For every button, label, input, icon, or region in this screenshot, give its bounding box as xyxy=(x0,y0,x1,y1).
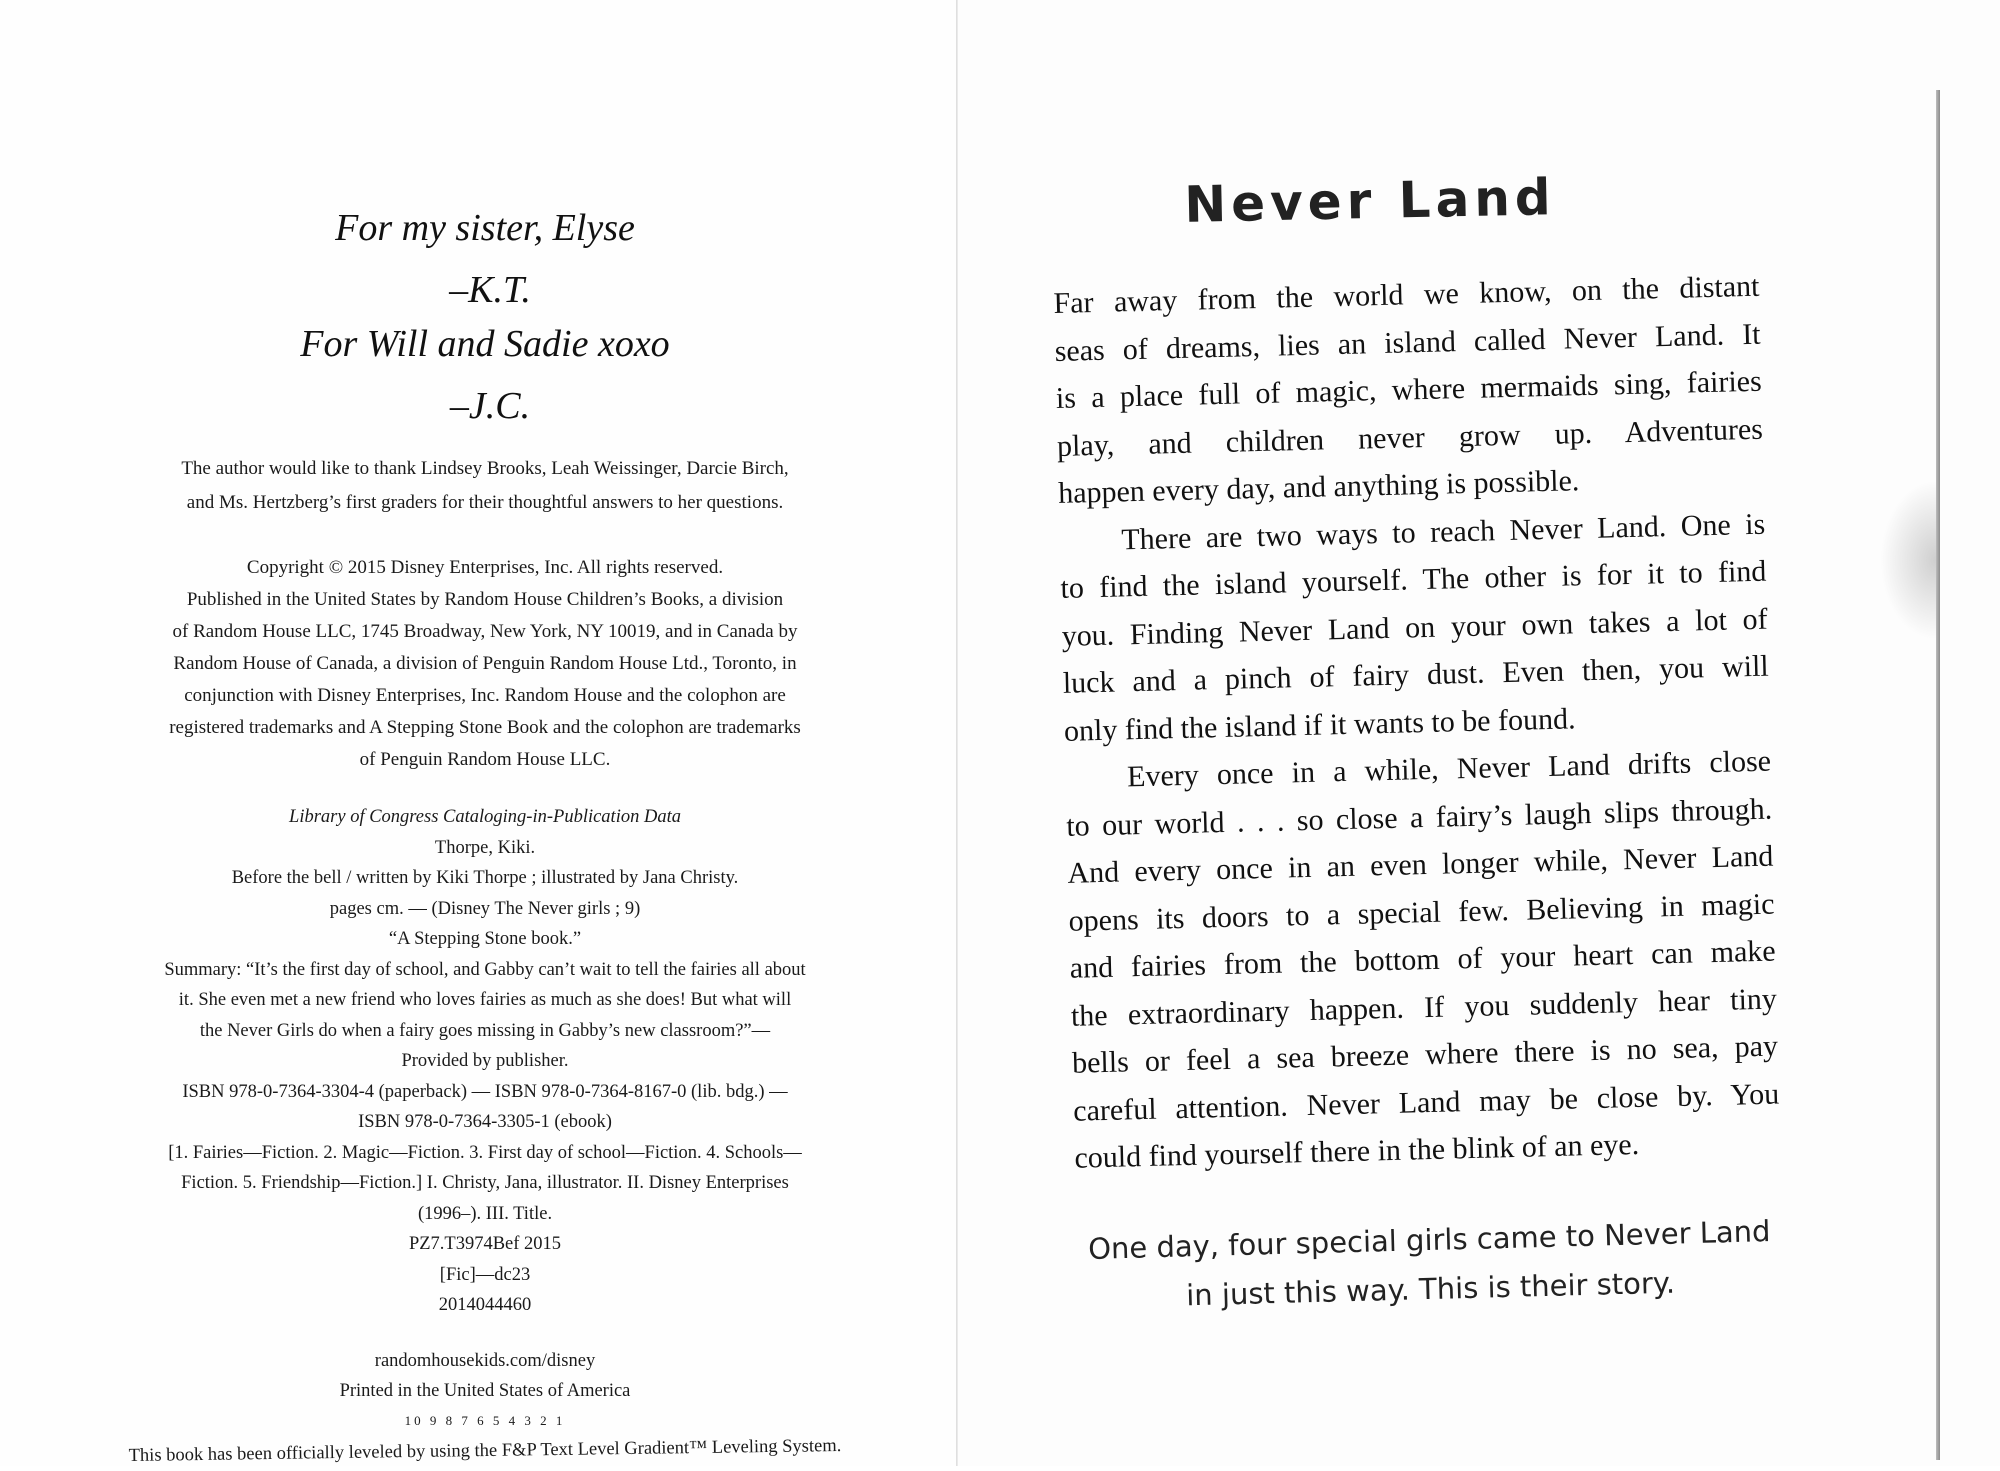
cataloging-line: 2014044460 xyxy=(438,1295,532,1315)
text-line: careful attention. Never Land may be close by. You xyxy=(1072,1077,1780,1128)
copyright-line: Published in the United States by Random House Children’s Books, a division xyxy=(186,589,784,610)
acknowledgment xyxy=(110,452,860,520)
text-line: is a place full of magic, where mermaids sing, fairies xyxy=(1055,364,1763,415)
cataloging-line: “A Stepping Stone book.” xyxy=(388,929,582,949)
text-line: Far away from the world we know, on the distant xyxy=(1053,269,1760,320)
leveling-note: This book has been officially leveled by using the F&P Text Level Gradient™ Leveling System. xyxy=(128,1436,842,1466)
page-edge xyxy=(1936,90,1940,1460)
text-line: could find yourself there in the blink of an eye. xyxy=(1074,1127,1640,1175)
cataloging-line: PZ7.T3974Bef 2015 xyxy=(408,1234,562,1254)
copyright-line: of Random House LLC, 1745 Broadway, New York, NY 10019, and in Canada by xyxy=(172,621,798,642)
cataloging-line: ISBN 978-0-7364-3305-1 (ebook) xyxy=(358,1112,612,1132)
page-shadow xyxy=(1880,480,1936,640)
copyright-line: Random House of Canada, a division of Penguin Random House Ltd., Toronto, in xyxy=(173,653,797,674)
dedication-1 xyxy=(200,206,770,250)
cataloging-line: pages cm. — (Disney The Never girls ; 9) xyxy=(329,898,641,919)
text-line: seas of dreams, lies an island called Never Land. It xyxy=(1054,317,1761,368)
paragraph xyxy=(1065,738,1781,1183)
dedication-text: For Will and Sadie xoxo xyxy=(300,323,670,365)
website-text: randomhousekids.com/disney xyxy=(374,1351,596,1371)
dedication-credit: –J.C. xyxy=(449,385,531,427)
acknowledgment-line: and Ms. Hertzberg’s first graders for their thoughtful answers to her questions. xyxy=(186,492,784,513)
text-line: only find the island if it wants to be found. xyxy=(1063,701,1576,748)
cataloging-title: Library of Congress Cataloging-in-Publication Data xyxy=(289,807,681,827)
dedication-2-credit xyxy=(380,384,600,428)
dedication-2 xyxy=(200,322,770,366)
text-line: And every once in an even longer while, Never Land xyxy=(1067,839,1774,890)
paragraph xyxy=(1053,263,1765,518)
text-line: you. Finding Never Land on your own takes a lot of xyxy=(1061,602,1768,653)
copyright-line: Copyright © 2015 Disney Enterprises, Inc. All rights reserved. xyxy=(246,557,724,578)
paragraph xyxy=(1059,500,1771,755)
copyright-line: of Penguin Random House LLC. xyxy=(359,749,611,770)
text-line: There are two ways to reach Never Land. One is xyxy=(1120,507,1766,556)
left-page xyxy=(0,0,958,1466)
text-line: to our world . . . so close a fairy’s laugh slips through. xyxy=(1065,792,1773,843)
cataloging-line: the Never Girls do when a fairy goes missing in Gabby’s new classroom?”— xyxy=(199,1020,771,1041)
cataloging-line: Summary: “It’s the first day of school, and Gabby can’t wait to tell the fairies all about xyxy=(164,959,806,980)
text-line: bells or feel a sea breeze where there is no sea, pay xyxy=(1071,1029,1779,1080)
cataloging-line: [1. Fairies—Fiction. 2. Magic—Fiction. 3. First day of school—Fiction. 4. Schools— xyxy=(168,1142,802,1163)
dedication-1-credit xyxy=(380,268,600,312)
story-intro-text xyxy=(1053,263,1781,1182)
chapter-title: Never Land xyxy=(1183,168,1557,234)
cataloging-line: it. She even met a new friend who loves fairies as much as she does! But what will xyxy=(178,990,792,1010)
closing-line: One day, four special girls came to Never Land xyxy=(1087,1214,1771,1266)
text-line: to find the island yourself. The other is for it to find xyxy=(1060,554,1767,605)
dedication-text: For my sister, Elyse xyxy=(335,207,635,249)
cataloging-line: (1996–). III. Title. xyxy=(417,1203,553,1224)
printing-number-line: 10 9 8 7 6 5 4 3 2 1 xyxy=(404,1413,566,1428)
text-line: play, and children never grow up. Adventures xyxy=(1056,412,1764,463)
text-line: luck and a pinch of fairy dust. Even then, you will xyxy=(1062,649,1770,700)
cataloging-line: Thorpe, Kiki. xyxy=(434,837,536,858)
text-line: happen every day, and anything is possible. xyxy=(1057,464,1580,510)
copyright-line: registered trademarks and A Stepping Stone Book and the colophon are trademarks xyxy=(169,717,801,738)
text-line: and fairies from the bottom of your heart can make xyxy=(1069,934,1777,985)
copyright-line: conjunction with Disney Enterprises, Inc. Random House and the colophon are xyxy=(184,685,786,706)
acknowledgment-line: The author would like to thank Lindsey Brooks, Leah Weissinger, Darcie Birch, xyxy=(181,458,789,479)
text-line: the extraordinary happen. If you suddenly hear tiny xyxy=(1070,982,1778,1033)
cataloging-data xyxy=(110,802,860,1321)
printed-in-text: Printed in the United States of America xyxy=(339,1381,631,1401)
closing-text xyxy=(1079,1207,1781,1323)
cataloging-line: Provided by publisher. xyxy=(401,1051,569,1071)
cataloging-line: ISBN 978-0-7364-3304-4 (paperback) — ISBN 978-0-7364-8167-0 (lib. bdg.) — xyxy=(182,1081,788,1102)
text-line: opens its doors to a special few. Believing in magic xyxy=(1068,887,1775,938)
cataloging-line: Before the bell / written by Kiki Thorpe ; illustrated by Jana Christy. xyxy=(231,868,739,888)
printing-info xyxy=(100,1346,870,1466)
cataloging-line: Fiction. 5. Friendship—Fiction.] I. Christy, Jana, illustrator. II. Disney Enterprises xyxy=(181,1173,789,1193)
copyright-notice xyxy=(110,552,860,776)
closing-line: in just this way. This is their story. xyxy=(1185,1265,1676,1313)
dedication-credit: –K.T. xyxy=(449,269,531,311)
cataloging-line: [Fic]—dc23 xyxy=(439,1264,531,1285)
text-line: Every once in a while, Never Land drifts close xyxy=(1126,744,1772,794)
